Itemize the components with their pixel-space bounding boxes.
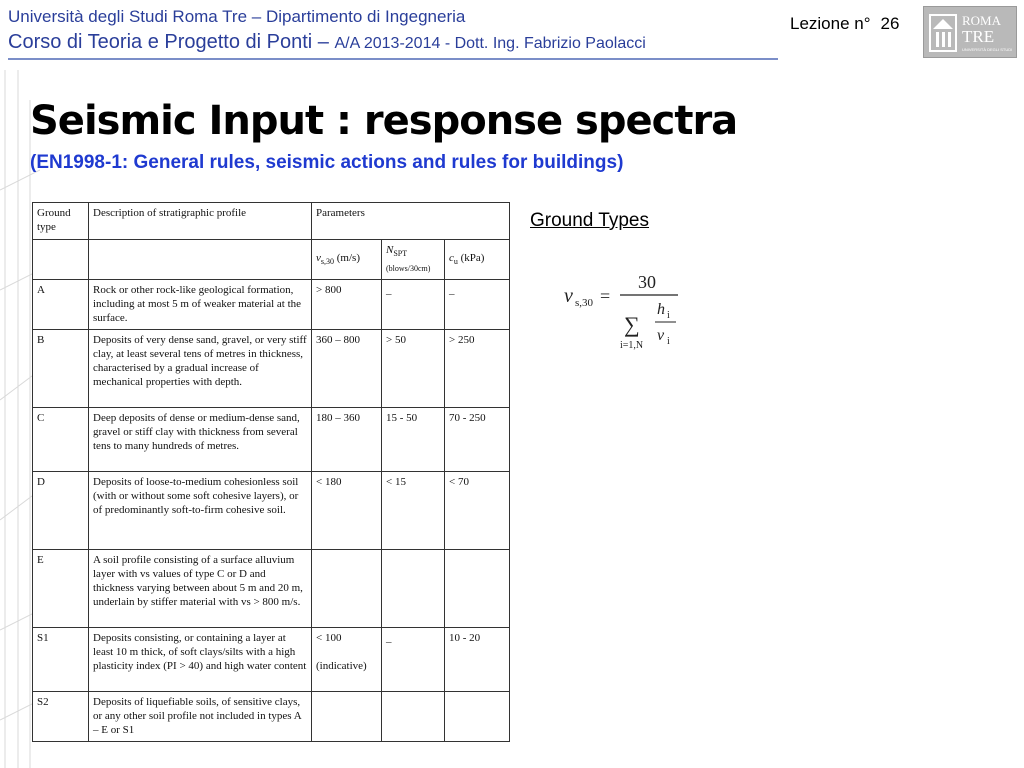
cell-type: E [33, 550, 89, 628]
cell-nspt: _ [382, 280, 445, 330]
cell-vs: 180 – 360 [312, 408, 382, 472]
cell-type: C [33, 408, 89, 472]
cell-nspt [382, 550, 445, 628]
cell-desc: Deposits consisting, or containing a layer at least 10 m thick, of soft clays/silts with a high plasticity index (PI > 40) and high water content [89, 628, 312, 692]
cell-nspt [382, 692, 445, 742]
cell-nspt: < 15 [382, 472, 445, 550]
logo-text-university: UNIVERSITÀ DEGLI STUDI [962, 47, 1013, 52]
roma-tre-logo [923, 6, 1017, 58]
cell-vs: 360 – 800 [312, 330, 382, 408]
university-header: Università degli Studi Roma Tre – Dipartimento di Ingegneria [8, 7, 466, 26]
formula-v: v [657, 327, 665, 344]
header-ground-type: Ground type [33, 203, 89, 240]
course-name: Corso di Teoria e Progetto di Ponti – [8, 31, 329, 53]
roma-tre-logo-icon [924, 7, 1016, 57]
formula-h: h [657, 301, 665, 318]
cell-vs [312, 550, 382, 628]
ground-types-table-image [32, 202, 509, 738]
logo-text-roma: ROMA [962, 13, 1002, 28]
table-row [33, 408, 510, 472]
course-header [8, 31, 646, 54]
cell-vs [312, 692, 382, 742]
slide-title: Seismic Input : response spectra [30, 98, 738, 144]
ground-types-heading: Ground Types [530, 210, 650, 231]
table-row [33, 550, 510, 628]
slide-subtitle: (EN1998-1: General rules, seismic actions and rules for buildings) [30, 152, 624, 173]
cell-type: D [33, 472, 89, 550]
cell-nspt: 15 - 50 [382, 408, 445, 472]
table-row [33, 472, 510, 550]
header-vs30: $v_{s,30}$ (m/s) [312, 240, 382, 280]
header-parameters: Parameters [312, 203, 510, 240]
formula-lhs-sub: s,30 [575, 297, 594, 309]
formula-v-sub: i [667, 336, 670, 347]
cell-desc: Deposits of very dense sand, gravel, or very stiff clay, at least several tens of metres in thickness, characterised by a gradual increase of mechanical properties with depth. [89, 330, 312, 408]
cell-cu: > 250 [445, 330, 510, 408]
table-header-row [33, 203, 510, 240]
lecture-num: 26 [880, 14, 900, 33]
cell-cu [445, 550, 510, 628]
cell-vs-note: (indicative) [316, 660, 367, 673]
course-details: A/A 2013-2014 - Dott. Ing. Fabrizio Paolacci [334, 35, 646, 52]
formula-equals: = [600, 286, 611, 306]
cell-type: S2 [33, 692, 89, 742]
cell-cu: _ [445, 280, 510, 330]
header-nspt: $N_{SPT}$ (blows/30cm) [382, 240, 445, 280]
formula-h-sub: i [667, 310, 670, 321]
cell-desc: Deposits of loose-to-medium cohesionless soil (with or without some soft cohesive layers), or of predominantly soft-to-firm cohesive soil. [89, 472, 312, 550]
lecture-label: Lezione n° [790, 14, 871, 33]
cell-cu: 70 - 250 [445, 408, 510, 472]
table-subheader-row [33, 240, 510, 280]
cell-type: B [33, 330, 89, 408]
cell-vs: > 800 [312, 280, 382, 330]
header-description: Description of stratigraphic profile [89, 203, 312, 240]
cell-desc: Deposits of liquefiable soils, of sensitive clays, or any other soil profile not included in types A – E or S1 [89, 692, 312, 742]
cell-type: S1 [33, 628, 89, 692]
cell-cu [445, 692, 510, 742]
formula-numerator: 30 [638, 272, 656, 292]
formula-sum-index: i=1,N [620, 340, 644, 351]
ground-types-table [32, 202, 510, 742]
cell-vs: < 100 (indicative) [312, 628, 382, 692]
header-divider [8, 58, 778, 60]
cell-nspt: _ [382, 628, 445, 692]
header-cu: $c_u$ (kPa) [445, 240, 510, 280]
cell-desc: Deep deposits of dense or medium-dense sand, gravel or stiff clay with thickness from several tens to many hundreds of metres. [89, 408, 312, 472]
lecture-number [790, 14, 899, 34]
cell-type: A [33, 280, 89, 330]
formula-sum-symbol: ∑ [624, 312, 640, 337]
cell-desc: A soil profile consisting of a surface alluvium layer with vs values of type C or D and thickness varying between about 5 m and 20 m, underlain by stiffer material with vs > 800 m/s. [89, 550, 312, 628]
cell-desc: Rock or other rock-like geological formation, including at most 5 m of weaker material at the surface. [89, 280, 312, 330]
cell-cu: 10 - 20 [445, 628, 510, 692]
table-row [33, 280, 510, 330]
cell-cu: < 70 [445, 472, 510, 550]
cell-nspt: > 50 [382, 330, 445, 408]
vs30-formula [560, 270, 690, 360]
formula-lhs: v [564, 285, 573, 307]
table-row [33, 628, 510, 692]
cell-vs: < 180 [312, 472, 382, 550]
table-row [33, 692, 510, 742]
logo-text-tre: TRE [962, 27, 995, 46]
table-row [33, 330, 510, 408]
